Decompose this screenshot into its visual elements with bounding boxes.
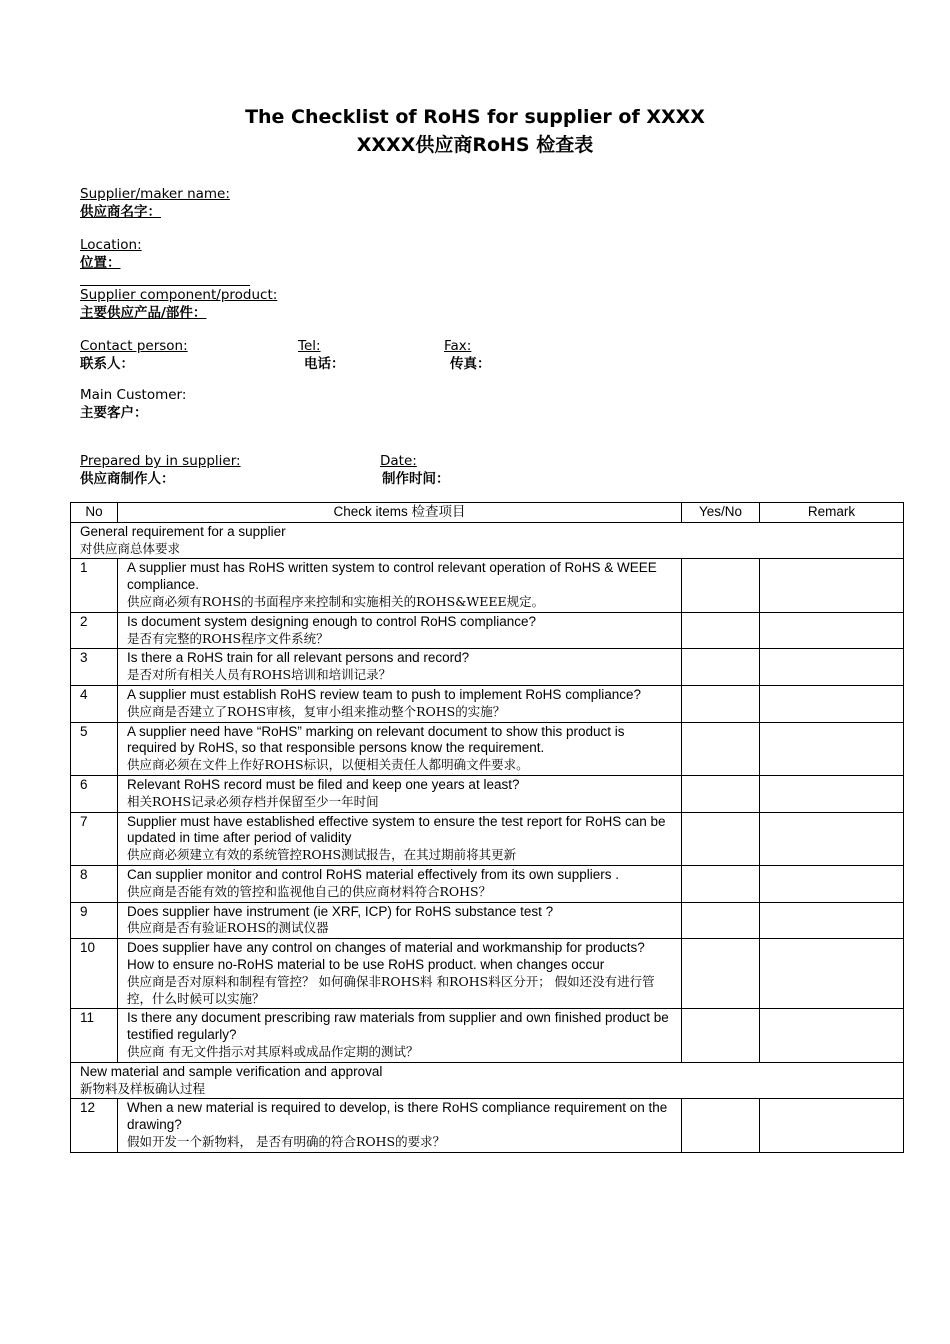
check-item: [118, 722, 682, 775]
item-number: 7: [71, 812, 118, 865]
item-number: 12: [71, 1099, 118, 1152]
check-item-cn: 供应商是否对原料和制程有管控？ 如何确保非ROHS料 和ROHS料区分开； 假如还没有进行管控，什么时候可以实施？: [127, 973, 655, 1006]
date-label-cn: 制作时间：: [382, 471, 450, 487]
remark-cell[interactable]: [760, 559, 904, 612]
check-item: [118, 902, 682, 939]
check-item-cn: 供应商是否建立了ROHS审核，复审小组来推动整个ROHS的实施？: [127, 703, 506, 719]
check-item-en: Does supplier have any control on changes of material and workmanship for products? How to ensure no-RoHS material to be use RoHS product. when changes occur: [127, 940, 645, 972]
item-number: 6: [71, 775, 118, 812]
check-item-en: Is there any document prescribing raw materials from supplier and own finished product be testified regularly?: [127, 1010, 669, 1043]
check-item-cn: 是否对所有相关人员有ROHS培训和培训记录？: [127, 667, 392, 683]
check-item: [118, 812, 682, 865]
table-row: [71, 865, 904, 902]
section-title-cn: 对供应商总体要求: [80, 540, 181, 556]
table-header-row: [71, 503, 904, 523]
remark-cell[interactable]: [760, 902, 904, 939]
checklist-body: [71, 522, 904, 1152]
tel-label: Tel:: [298, 338, 321, 354]
check-item-cn: 供应商必须在文件上作好ROHS标识，以便相关责任人都明确文件要求。: [127, 757, 529, 773]
check-item-en: Is document system designing enough to control RoHS compliance?: [127, 613, 536, 629]
item-number: 5: [71, 722, 118, 775]
item-number: 10: [71, 939, 118, 1009]
check-item-en: Can supplier monitor and control RoHS material effectively from its own suppliers .: [127, 866, 619, 882]
check-item-cn: 是否有完整的ROHS程序文件系统？: [127, 630, 329, 646]
check-item: [118, 775, 682, 812]
check-item: [118, 1009, 682, 1062]
yes-no-cell[interactable]: [682, 1009, 760, 1062]
yes-no-cell[interactable]: [682, 559, 760, 612]
header-no: No: [71, 503, 118, 523]
remark-cell[interactable]: [760, 685, 904, 722]
check-item-en: Supplier must have established effective system to ensure the test report for RoHS can be updated in time after period of validity: [127, 813, 666, 846]
item-number: 9: [71, 902, 118, 939]
contact-person-label-cn: 联系人：: [80, 356, 134, 372]
check-item-en: A supplier need have “RoHS” marking on relevant document to show this product is required by RoHS, so that responsible persons know the requirement.: [127, 723, 625, 756]
main-customer-label: Main Customer:: [80, 387, 187, 403]
checklist-table: [70, 502, 904, 1153]
yes-no-cell[interactable]: [682, 775, 760, 812]
table-row: [71, 649, 904, 686]
prepared-by-label: Prepared by in supplier:: [80, 453, 241, 469]
main-customer-label-cn: 主要客户：: [80, 405, 148, 421]
check-item-cn: 供应商 有无文件指示对其原料或成品作定期的测试？: [127, 1043, 419, 1059]
check-item-en: Is there a RoHS train for all relevant persons and record?: [127, 650, 470, 666]
check-item-en: A supplier must has RoHS written system to control relevant operation of RoHS & WEEE compliance.: [127, 560, 657, 593]
check-item: [118, 939, 682, 1009]
header-remark: Remark: [760, 503, 904, 523]
check-item-en: Does supplier have instrument (ie XRF, ICP) for RoHS substance test ?: [127, 903, 554, 919]
yes-no-cell[interactable]: [682, 939, 760, 1009]
remark-cell[interactable]: [760, 612, 904, 649]
section-row: [71, 1062, 904, 1099]
check-item: [118, 1099, 682, 1152]
header-yes-no: Yes/No: [682, 503, 760, 523]
yes-no-cell[interactable]: [682, 902, 760, 939]
table-row: [71, 812, 904, 865]
table-row: [71, 775, 904, 812]
component-rule: [80, 285, 250, 286]
header-check-items: Check items 检查项目: [118, 503, 682, 523]
check-item: [118, 685, 682, 722]
check-item-cn: 供应商是否有验证ROHS的测试仪器: [127, 920, 329, 936]
section-row: [71, 522, 904, 559]
component-label-cn: 主要供应产品/部件：: [80, 305, 207, 321]
component-label: Supplier component/product:: [80, 287, 278, 303]
item-number: 8: [71, 865, 118, 902]
yes-no-cell[interactable]: [682, 649, 760, 686]
location-label: Location:: [80, 237, 142, 253]
document-title-en: The Checklist of RoHS for supplier of XXXX: [245, 106, 705, 128]
table-row: [71, 722, 904, 775]
section-title: [71, 1062, 904, 1099]
document-title-cn: XXXX供应商RoHS 检查表: [356, 134, 594, 156]
table-row: [71, 1009, 904, 1062]
fax-label: Fax:: [444, 338, 472, 354]
table-row: [71, 939, 904, 1009]
yes-no-cell[interactable]: [682, 722, 760, 775]
table-row: [71, 902, 904, 939]
item-number: 1: [71, 559, 118, 612]
check-item-cn: 供应商必须建立有效的系统管控ROHS测试报告，在其过期前将其更新: [127, 847, 517, 863]
check-item: [118, 649, 682, 686]
section-title-en: General requirement for a supplier: [80, 523, 286, 539]
table-row: [71, 1099, 904, 1152]
item-number: 3: [71, 649, 118, 686]
supplier-name-label-cn: 供应商名字：: [80, 204, 161, 220]
check-item: [118, 559, 682, 612]
remark-cell[interactable]: [760, 1099, 904, 1152]
section-title: [71, 522, 904, 559]
check-item-cn: 供应商必须有ROHS的书面程序来控制和实施相关的ROHS&WEEE规定。: [127, 593, 545, 609]
table-row: [71, 685, 904, 722]
check-item-en: A supplier must establish RoHS review team to push to implement RoHS compliance?: [127, 686, 641, 702]
check-item-cn: 相关ROHS记录必须存档并保留至少一年时间: [127, 793, 379, 809]
remark-cell[interactable]: [760, 865, 904, 902]
remark-cell[interactable]: [760, 812, 904, 865]
section-title-cn: 新物料及样板确认过程: [80, 1080, 206, 1096]
remark-cell[interactable]: [760, 722, 904, 775]
remark-cell[interactable]: [760, 939, 904, 1009]
remark-cell[interactable]: [760, 775, 904, 812]
remark-cell[interactable]: [760, 649, 904, 686]
item-number: 4: [71, 685, 118, 722]
check-item-cn: 供应商是否能有效的管控和监视他自己的供应商材料符合ROHS？: [127, 883, 492, 899]
tel-label-cn: 电话：: [304, 356, 345, 372]
item-number: 2: [71, 612, 118, 649]
item-number: 11: [71, 1009, 118, 1062]
section-title-en: New material and sample verification and approval: [80, 1063, 383, 1079]
check-item: [118, 612, 682, 649]
supplier-name-label: Supplier/maker name:: [80, 186, 230, 202]
check-item-en: When a new material is required to develop, is there RoHS compliance requirement on the drawing?: [127, 1100, 668, 1133]
yes-no-cell[interactable]: [682, 685, 760, 722]
check-item-en: Relevant RoHS record must be filed and keep one years at least?: [127, 776, 520, 792]
table-row: [71, 559, 904, 612]
location-label-cn: 位置：: [80, 255, 121, 271]
date-label: Date:: [380, 453, 417, 469]
prepared-by-label-cn: 供应商制作人：: [80, 471, 175, 487]
contact-person-label: Contact person:: [80, 338, 188, 354]
check-item: [118, 865, 682, 902]
yes-no-cell[interactable]: [682, 865, 760, 902]
yes-no-cell[interactable]: [682, 1099, 760, 1152]
check-item-cn: 假如开发一个新物料， 是否有明确的符合ROHS的要求？: [127, 1133, 446, 1149]
table-row: [71, 612, 904, 649]
yes-no-cell[interactable]: [682, 812, 760, 865]
remark-cell[interactable]: [760, 1009, 904, 1062]
yes-no-cell[interactable]: [682, 612, 760, 649]
fax-label-cn: 传真：: [450, 356, 491, 372]
